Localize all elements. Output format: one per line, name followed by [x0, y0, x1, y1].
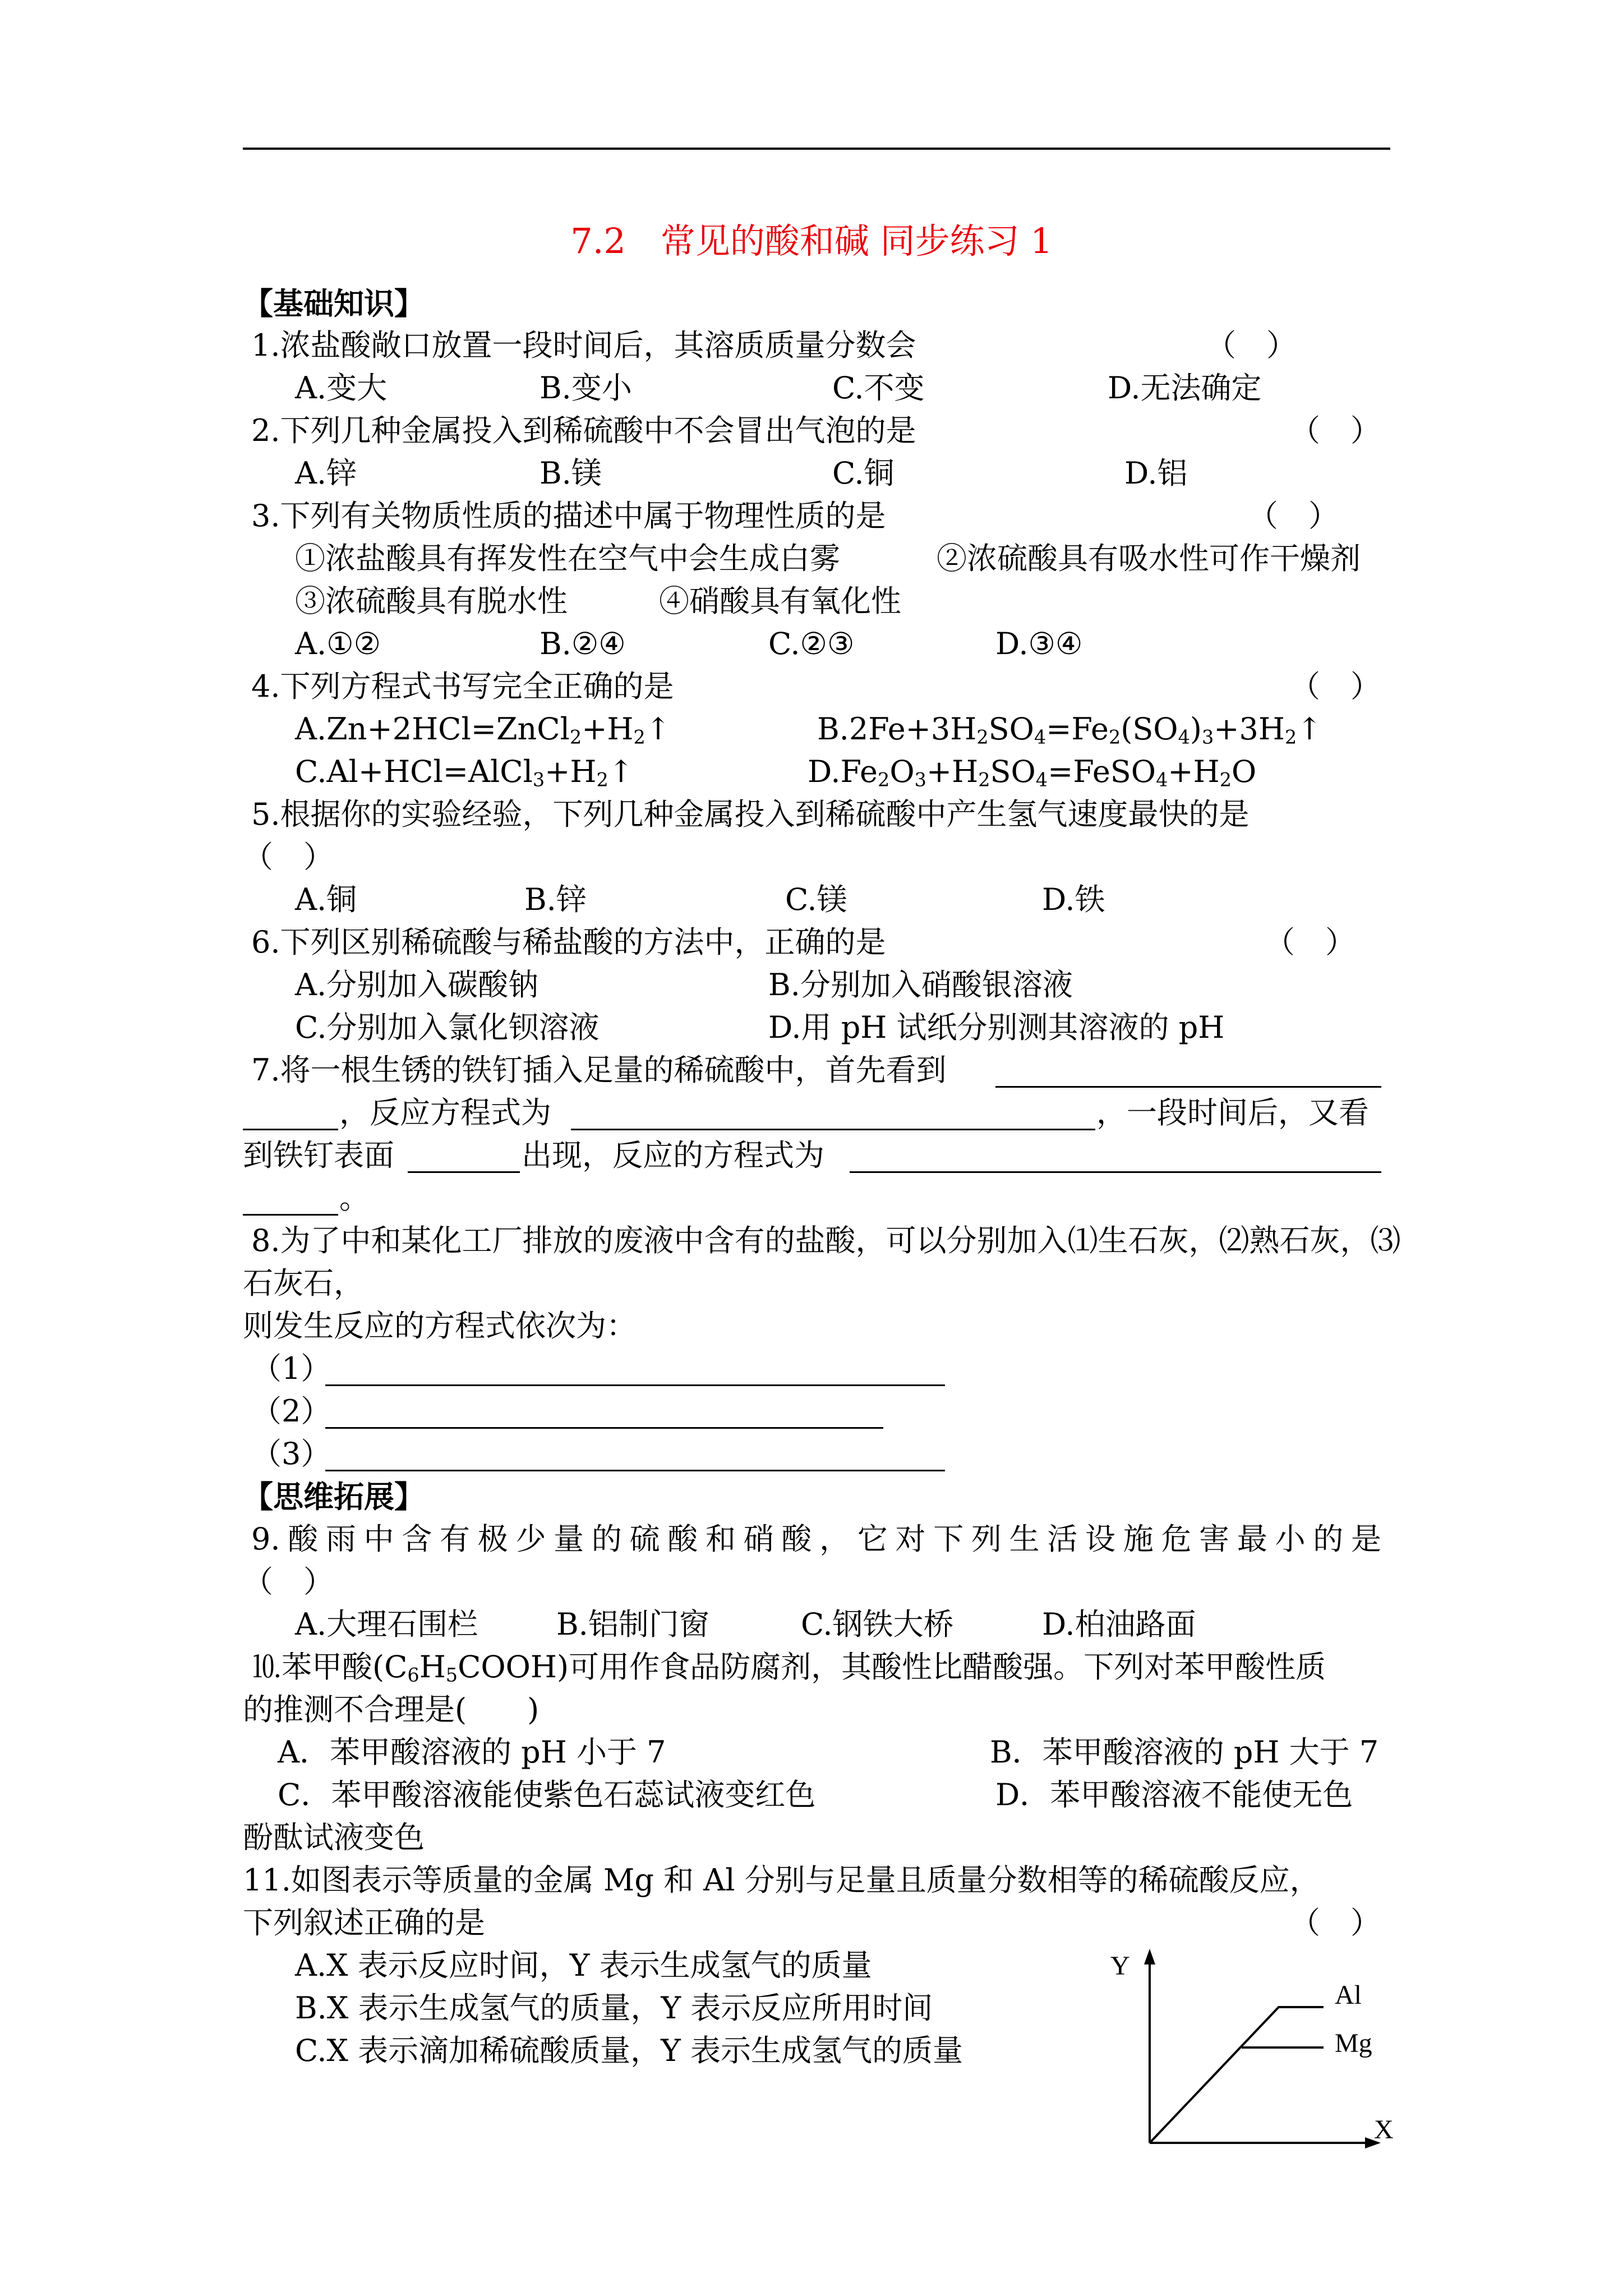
q4-option-c: $C.Al+HCl=AlCl_3+H_2↑$ [295, 754, 634, 791]
page-title: 7.2 常见的酸和碱 同步练习 1 [570, 220, 1053, 261]
q6-option-b: B.分别加入硝酸银溶液 [768, 967, 1073, 1002]
section-heading-extend: 【思维拓展】 [243, 1479, 425, 1515]
q3-item-2: ②浓硫酸具有吸水性可作干燥剂 [937, 541, 1361, 576]
q10-option-d: D．苯甲酸溶液不能使无色 [995, 1777, 1353, 1812]
q5-option-c: C.镁 [785, 882, 847, 917]
q1-option-c: C.不变 [832, 370, 925, 406]
q10-option-c: C．苯甲酸溶液能使紫色石蕊试液变红色 [278, 1777, 816, 1812]
q3-option-a: A.①② [295, 626, 381, 661]
q7-blank-1-cont[interactable] [243, 1129, 338, 1130]
q9-option-d: D.柏油路面 [1042, 1607, 1196, 1642]
q1-option-a: A.变大 [295, 370, 388, 406]
q10-option-a: A．苯甲酸溶液的 pH 小于 7 [278, 1734, 666, 1770]
q10-line-2: 的推测不合理是( ) [243, 1692, 540, 1727]
q8-line-2: 石灰石， [243, 1266, 364, 1301]
q10-line-1: ⒑苯甲酸$(C_6H_5COOH)$可用作食品防腐剂，其酸性比醋酸强。下列对苯甲酸性质 [251, 1649, 1326, 1686]
q6-answer-paren: （ ） [1265, 924, 1355, 960]
q11-answer-paren: （ ） [1290, 1905, 1381, 1940]
q3-option-b: B.②④ [540, 626, 626, 661]
q7-line-3b: 出现，反应的方程式为 [522, 1138, 824, 1173]
q7-line-1: 7.将一根生锈的铁钉插入足量的稀硫酸中，首先看到 [251, 1052, 947, 1088]
header-rule [243, 148, 1390, 150]
q11-line-1: 11.如图表示等质量的金属 Mg 和 Al 分别与足量且质量分数相等的稀硫酸反应， [243, 1862, 1320, 1898]
q5-option-a: A.铜 [295, 882, 357, 917]
q1-answer-paren: （ ） [1206, 328, 1297, 363]
q2-answer-paren: （ ） [1290, 413, 1381, 448]
q7-blank-2[interactable] [571, 1129, 1095, 1130]
q11-graph [1099, 1941, 1413, 2165]
q4-stem: 4.下列方程式书写完全正确的是 [251, 669, 674, 704]
q4-option-b: $B.2Fe+3H_2SO_4=Fe_2(SO_4)_3+3H_2↑$ [817, 711, 1322, 748]
q4-answer-paren: （ ） [1290, 669, 1381, 704]
q7-blank-4-cont[interactable] [243, 1214, 338, 1216]
q11-option-b: B.X 表示生成氢气的质量，Y 表示反应所用时间 [295, 1990, 933, 2026]
q11-option-a: A.X 表示反应时间，Y 表示生成氢气的质量 [295, 1948, 872, 1983]
section-heading-basic: 【基础知识】 [243, 286, 425, 321]
q6-option-a: A.分别加入碳酸钠 [295, 967, 539, 1002]
al-label: Al [1335, 1980, 1362, 2010]
q8-num-1: （1） [251, 1351, 331, 1386]
q5-answer-paren: （ ） [243, 839, 334, 875]
q8-blank-2[interactable] [325, 1427, 883, 1429]
q10-option-d-cont: 酚酞试液变色 [243, 1820, 425, 1855]
q3-option-c: C.②③ [768, 626, 855, 661]
q7-line-3a: 到铁钉表面 [243, 1138, 394, 1173]
al-line [1150, 2007, 1324, 2143]
q9-option-c: C.钢铁大桥 [801, 1607, 954, 1642]
q9-option-b: B.铝制门窗 [556, 1607, 709, 1642]
q7-line-2a: ，反应方程式为 [339, 1095, 551, 1130]
q3-answer-paren: （ ） [1248, 498, 1339, 533]
q2-option-a: A.锌 [295, 455, 357, 491]
q8-line-3: 则发生反应的方程式依次为： [243, 1308, 637, 1343]
q8-blank-1[interactable] [325, 1384, 945, 1386]
q8-num-2: （2） [251, 1393, 331, 1429]
y-axis-arrow [1144, 1949, 1155, 1964]
q9-answer-paren: （ ） [243, 1564, 334, 1599]
y-axis-label: Y [1110, 1951, 1130, 1981]
q2-option-b: B.镁 [540, 455, 602, 491]
q7-blank-4[interactable] [850, 1171, 1381, 1173]
q11-line-2: 下列叙述正确的是 [243, 1905, 485, 1940]
q2-option-c: C.铜 [832, 455, 895, 491]
q2-option-d: D.铝 [1124, 455, 1188, 491]
q7-blank-3[interactable] [408, 1171, 520, 1173]
q3-item-4: ④硝酸具有氧化性 [659, 583, 901, 619]
q3-item-3: ③浓硫酸具有脱水性 [295, 583, 568, 619]
q5-option-d: D.铁 [1042, 882, 1105, 917]
q4-option-a: $A.Zn+2HCl=ZnCl_2+H_2↑$ [295, 711, 671, 748]
q8-num-3: （3） [251, 1436, 331, 1471]
q10-option-b: B．苯甲酸溶液的 pH 大于 7 [990, 1734, 1379, 1770]
q11-option-c: C.X 表示滴加稀硫酸质量，Y 表示生成氢气的质量 [295, 2033, 963, 2068]
q1-stem: 1.浓盐酸敞口放置一段时间后，其溶质质量分数会 [251, 328, 916, 363]
q5-option-b: B.锌 [524, 882, 587, 917]
x-axis-label: X [1374, 2115, 1394, 2145]
q8-blank-3[interactable] [325, 1470, 945, 1471]
q9-stem: 9.酸雨中含有极少量的硫酸和硝酸，它对下列生活设施危害最小的是 [251, 1521, 1381, 1557]
q3-stem: 3.下列有关物质性质的描述中属于物理性质的是 [251, 498, 886, 533]
q9-option-a: A.大理石围栏 [295, 1607, 478, 1642]
q6-option-d: D.用 pH 试纸分别测其溶液的 pH [768, 1010, 1225, 1045]
q5-stem: 5.根据你的实验经验，下列几种金属投入到稀硫酸中产生氢气速度最快的是 [251, 797, 1249, 832]
q4-option-d: $D.Fe_2O_3+H_2SO_4=FeSO_4+H_2O$ [808, 754, 1257, 791]
q3-item-1: ①浓盐酸具有挥发性在空气中会生成白雾 [295, 541, 840, 576]
q7-line-2b: ，一段时间后，又看 [1096, 1095, 1369, 1130]
q6-stem: 6.下列区别稀硫酸与稀盐酸的方法中，正确的是 [251, 924, 886, 960]
q1-option-b: B.变小 [540, 370, 632, 406]
q8-line-1: 8.为了中和某化工厂排放的废液中含有的盐酸，可以分别加入⑴生石灰，⑵熟石灰，⑶ [251, 1223, 1401, 1258]
q6-option-c: C.分别加入氯化钡溶液 [295, 1010, 600, 1045]
q1-option-d: D.无法确定 [1108, 370, 1262, 406]
q7-line-4: 。 [339, 1180, 370, 1216]
q2-stem: 2.下列几种金属投入到稀硫酸中不会冒出气泡的是 [251, 413, 916, 448]
q3-option-d: D.③④ [995, 626, 1083, 661]
q7-blank-1[interactable] [995, 1086, 1381, 1088]
mg-label: Mg [1335, 2028, 1372, 2058]
